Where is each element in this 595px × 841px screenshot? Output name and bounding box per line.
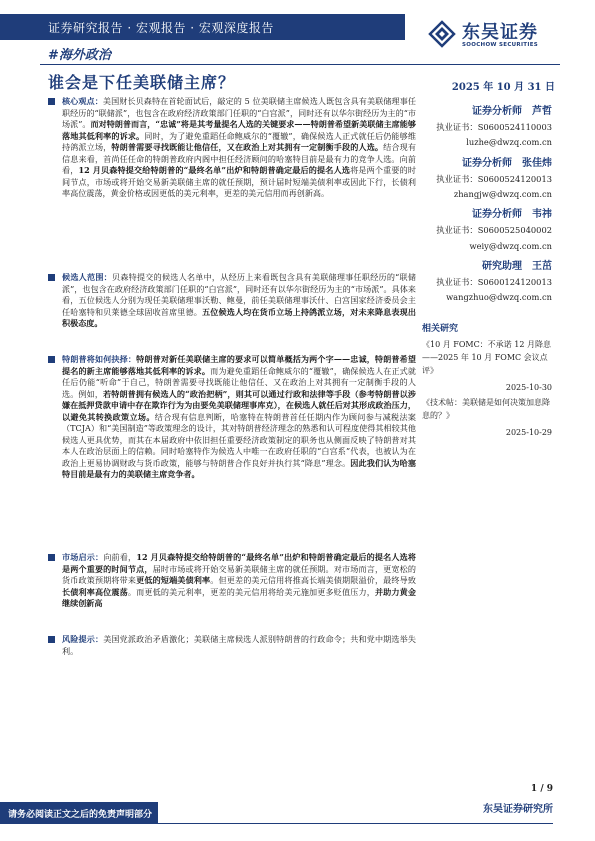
related-research-link[interactable]: 《技术帖：美联储是如何决策加息降息的？》 [422, 398, 550, 421]
sidebar [422, 104, 552, 437]
point-risk [48, 634, 416, 657]
bullet-icon [48, 356, 55, 363]
point-text: 贝森特提交的候选人名单中，从经历上来看既包含具有美联储理事任职经历的“联储派”，也包含在政府经济政策部门任职的“白宫派”，同时还有以华尔街经历为主的“市场派”。具体来看，五位候选人分别为现任美联储理事沃勒、鲍曼，前任美联储理事沃什、白宫国家经济委员会主任哈塞特和贝莱德全球固收首席里德。 [62, 272, 416, 317]
related-research-date: 2025-10-29 [505, 428, 552, 438]
analyst-cert: 执业证书：S0600524120013 [436, 173, 552, 184]
related-research-date: 2025-10-30 [505, 383, 552, 393]
point-text: 结合现有信息判断，哈塞特在特朗普首任任期内作为顾问参与减税法案（TCJA）和“美国制造”等政策理念的设计，其对特朗普经济理念的熟悉和认可程度使得其相较其他候选人更具优势，而其在本届政府中依旧担任重要经济政策制定的职务也从侧面反映了特朗普对其本人在政治层面上的信赖。同时哈塞特作为候选人中唯一在政府任职的“白宫系”代表，也被认为在政治上更易协调财政与货币政策，能够与特朗普合作良好并执行其“降息”理念。 [62, 411, 416, 468]
point-core-view [48, 96, 416, 266]
footer-divider [158, 823, 553, 824]
logo-english-text: SOOCHOW SECURITIES [462, 42, 539, 48]
point-market-implication [48, 552, 416, 630]
breadcrumb: 证券研究报告 · 宏观报告 · 宏观深度报告 [48, 21, 274, 35]
related-research-link[interactable]: 《10 月 FOMC：不承诺 12 月降息——2025 年 10 月 FOMC 会议点评》 [422, 340, 551, 376]
logo-chinese-text: 东吴证券 [462, 22, 538, 43]
summary-section [48, 96, 416, 657]
point-bold-text: 更低的短端美债利率 [136, 575, 211, 585]
point-trump-choice [48, 354, 416, 546]
analyst-card [422, 156, 552, 203]
point-text: 同时，为了避免重蹈任命鲍威尔的“覆辙”，确保候选人正式就任后仍能够维持鸽派立场， [62, 130, 416, 152]
analyst-role: 证券分析师 [472, 106, 522, 117]
point-text: 。但更差的美元信用将推高长端美债期限溢价，最终导致 [210, 575, 416, 585]
point-label: 核心观点： [62, 96, 103, 106]
analyst-cert: 执业证书：S0600124120013 [436, 277, 552, 288]
header-divider [40, 64, 560, 65]
bullet-icon [48, 636, 55, 643]
analyst-card [422, 259, 552, 306]
point-text: 。而更低的美元利率，更差的美元信用将给美元施加更多贬值压力， [127, 586, 375, 597]
point-label: 风险提示： [62, 634, 104, 644]
analyst-name: 王茁 [532, 260, 552, 272]
point-bold-text: 而对特朗普而言，“忠诚”将是其考量提名人选的关键要求——特朗普希望新美联储主席能够落地其低利率的诉求。 [62, 119, 416, 141]
analyst-email[interactable]: luzhe@dwzq.com.cn [466, 137, 552, 148]
related-research-title: 相关研究 [422, 324, 459, 335]
company-name: 东吴证券研究所 [483, 804, 553, 815]
point-text: 美国党派政治矛盾激化；美联储主席候选人派别特朗普的行政命令；共和党中期选举失利。 [62, 634, 416, 656]
point-bold-text: 并助力黄金继续创新高 [62, 586, 416, 608]
analyst-email[interactable]: wangzhuo@dwzq.com.cn [446, 292, 552, 303]
point-bold-text: 因此我们认为哈塞特目前是最有力的美联储主席竞争者。 [62, 457, 416, 479]
bullet-icon [48, 274, 55, 281]
bullet-icon [48, 98, 55, 105]
point-text: 向前看， [103, 552, 137, 562]
point-bold-text: 特朗普对新任美联储主席的要求可以简单概括为两个字——忠诚，特朗普希望提名的新主席能够落地其低利率的诉求。 [62, 354, 416, 376]
point-bold-text: 若特朗普拥有候选人的“政治把柄”，则其可以通过行政和法律等手段（参考特朗普以涉嫌在抵押贷款申请中存在欺诈行为为由要免美联储理事库克），在候选人就任后对其形成政治压力，以避免其转换政策立场。 [62, 388, 416, 422]
page-number: 1 / 9 [530, 784, 553, 794]
report-title: 谁会是下任美联储主席？ [48, 73, 236, 92]
point-label: 市场启示： [62, 552, 104, 562]
point-label: 特朗普将如何抉择： [62, 354, 137, 364]
soochow-logo-icon [428, 20, 456, 48]
analyst-name: 芦哲 [532, 106, 552, 117]
topic-tag: #海外政治 [48, 48, 111, 63]
point-bold-text: 长债利率高位震荡 [62, 586, 128, 597]
disclaimer-text: 请务必阅读正文之后的免责声明部分 [8, 810, 153, 820]
point-text: 美国财长贝森特在首轮面试后，敲定的 5 位美联储主席候选人既包含具有美联储理事任职经历的“联储派”，也包含在政府经济政策部门任职的“白宫派”，同时还有以华尔街经历为主的“市场派”。 [62, 96, 416, 129]
point-bold-text: 12 月贝森特提交给特朗普的“最终名单”出炉和特朗普确定最后的提名人选 [78, 165, 351, 175]
analyst-role: 证券分析师 [472, 209, 522, 221]
analyst-role: 研究助理 [482, 260, 522, 272]
analyst-name: 韦祎 [532, 209, 552, 221]
point-bold-text: 特朗普需要寻找既能让他信任，又在政治上对其拥有一定制衡手段的人选。 [111, 142, 384, 152]
point-text: 将是两个重要的时间节点，市场或将开始交易新美联储主席的就任预期，预计届时短端美债利率或因此下行，长债利率高位震荡，黄金价格或因更低的美元利率，更差的美元信用而再创新高。 [62, 165, 416, 198]
bullet-icon [48, 554, 55, 561]
analyst-role: 证券分析师 [462, 157, 512, 169]
point-candidates [48, 272, 416, 350]
point-text: 而为避免重蹈任命鲍威尔的“覆辙”，确保候选人在正式就任后仍能“听命”于自己，特朗普需要寻找既能让他信任、又在政治上对其拥有一定制衡手段的人选。例如， [62, 365, 416, 399]
company-logo [428, 18, 568, 52]
point-text: 结合现有信息来看，首尚任任命的特朗普政府内阁中担任经济顾问的哈塞特目前是最有力的竞争人选。向前看， [62, 142, 416, 175]
analyst-email[interactable]: zhangjw@dwzq.com.cn [453, 189, 552, 200]
point-label: 候选人范围： [62, 272, 112, 282]
point-text: 届时市场或将开始交易新美联储主席的就任预期。对市场而言，更宽松的货币政策预期将带来 [62, 563, 416, 585]
analyst-card [422, 104, 552, 151]
analyst-email[interactable]: weiy@dwzq.com.cn [469, 240, 552, 251]
point-bold-text: 12 月贝森特提交给特朗普的“最终名单”出炉和特朗普确定最后的提名人选将是两个重要的时间节点， [62, 552, 416, 574]
point-bold-text: 五位候选人均在货币立场上持鸽派立场，对未来降息表现出积极态度。 [62, 306, 416, 328]
report-date: 2025 年 10 月 31 日 [451, 82, 555, 93]
analyst-cert: 执业证书：S0600524110003 [436, 122, 552, 133]
analyst-name: 张佳炜 [522, 157, 552, 169]
analyst-cert: 执业证书：S0600525040002 [436, 225, 552, 236]
analyst-card [422, 207, 552, 254]
